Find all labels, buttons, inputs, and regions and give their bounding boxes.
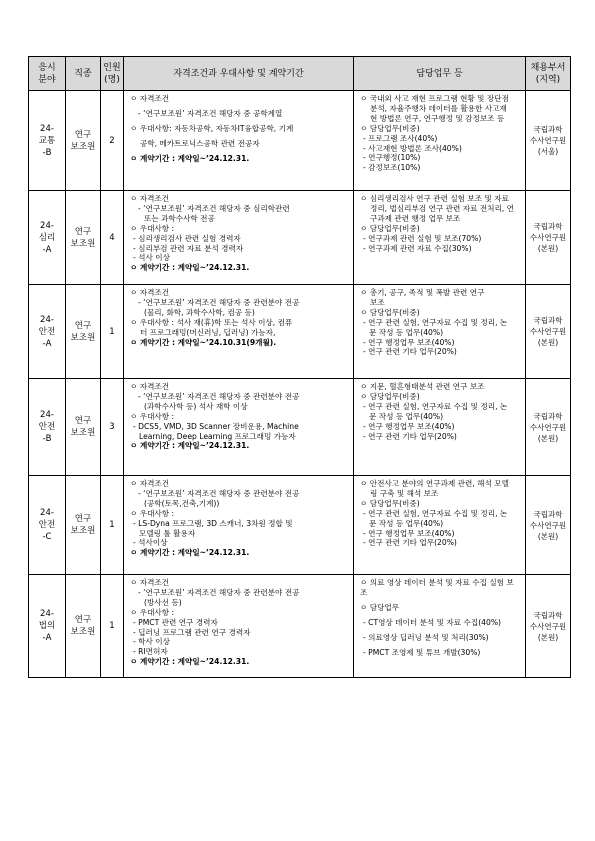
text-line: 문 작성 등 업무(40%): [369, 327, 444, 337]
duties-cell: [354, 91, 526, 191]
field-cell-text: 24- 안전 -C: [38, 508, 56, 542]
header-row: [29, 57, 571, 91]
header-duties: 담당업무 등: [354, 57, 526, 91]
contract-period-line: ㅇ 계약기간 : 계약일~’24.12.31.: [130, 657, 250, 667]
text-line: - 연구 관련 실험, 연구자료 수집 및 정리, 논: [363, 317, 508, 327]
headcount-cell-text: 2: [109, 135, 115, 146]
job-type-cell: [66, 476, 101, 575]
text-line: ㅇ 의료 영상 데이터 분석 및 자료 수집 실험 보조: [360, 578, 514, 597]
text-line: - ‘연구보조원’ 자격조건 해당자 중 관련분야 전공: [138, 391, 300, 401]
header-count: 인원 (명): [101, 57, 124, 91]
text-line: - 연구 행정업무 보조(40%): [363, 528, 455, 538]
qualifications-cell: [124, 379, 354, 476]
header-department: 채용부서 (지역): [526, 57, 571, 91]
text-line: - 연구과제 관련 실험 및 보조(70%): [363, 233, 482, 243]
job-type-cell-text: 연구 보조원: [70, 514, 96, 536]
department-cell-text: 국립과학 수사연구원 (본원): [529, 610, 567, 642]
job-type-cell-text: 연구 보조원: [70, 320, 96, 343]
text-line: - 연구행정(10%): [363, 153, 421, 163]
text-line: 문 작성 등 업무(40%): [369, 411, 444, 421]
text-line: ㅇ 우대사항 :: [130, 607, 175, 617]
headcount-cell: [101, 476, 124, 575]
headcount-cell: [101, 191, 124, 285]
text-line: - 감정보조(10%): [363, 163, 421, 173]
headcount-cell-text: 1: [109, 520, 115, 530]
text-line: (공학(토목,건축,기계)): [144, 498, 220, 508]
field-cell-text: 24- 법의 -A: [38, 609, 56, 643]
text-line: ㅇ 우대사항 :: [130, 508, 175, 518]
table-row: [29, 575, 571, 678]
text-line: (물리, 화학, 과학수사학, 컴공 등): [144, 307, 255, 317]
text-line: - ‘연구보조원’ 자격조건 해당자 중 관련분야 전공: [138, 488, 300, 498]
text-line: ㅇ 우대사항 : 석사 재(휴)학 또는 석사 이상, 컴퓨: [130, 317, 293, 327]
text-line: - 연구 관련 실험, 연구자료 수집 및 정리, 논: [363, 508, 508, 518]
field-cell-text: 24- 심리 -A: [38, 220, 56, 255]
field-cell: [29, 191, 66, 285]
text-line: 공학, 메카트로닉스공학 관련 전공자: [140, 138, 260, 148]
text-line: - 석사이상: [133, 538, 168, 548]
text-line: - ‘연구보조원’ 자격조건 해당자 중 관련분야 전공: [138, 297, 300, 307]
headcount-cell: [101, 91, 124, 191]
text-line: - 연구 행정업무 보조(40%): [363, 421, 455, 431]
text-line: 구과제 관련 행정 업무 보조: [370, 213, 461, 223]
job-type-cell: [66, 575, 101, 678]
text-line: ㅇ 담당업무(비중): [360, 123, 420, 133]
headcount-cell: [101, 379, 124, 476]
text-line: - ‘연구보조원’ 자격조건 해당자 중 관련분야 전공: [138, 587, 300, 597]
text-line: ㅇ 자격조건: [130, 479, 170, 488]
headcount-cell-text: 4: [109, 232, 115, 243]
text-line: - 연구 행정업무 보조(40%): [363, 337, 455, 347]
text-line: ㅇ 담당업무(비중): [360, 498, 420, 508]
table-row: [29, 91, 571, 191]
contract-period-line: ㅇ 계약기간 : 계약일~’24.12.31.: [130, 441, 250, 451]
text-line: - 연구과제 관련 자료 수집(30%): [363, 243, 472, 253]
text-line: - DCS5, VMD, 3D Scanner 장비운용, Machine: [133, 421, 299, 431]
text-line: 현 방법론 연구, 연구행정 및 감정보조 등: [370, 113, 505, 123]
text-line: - 프로그램 조사(40%): [363, 133, 438, 143]
text-line: 또는 과학수사학 전공: [144, 213, 215, 223]
text-line: 터 프로그래밍(머신러닝, 딥러닝) 가능자,: [140, 327, 276, 337]
contract-period-line: ㅇ 계약기간 : 계약일~’24.10.31(9개월).: [130, 337, 277, 347]
field-cell: [29, 285, 66, 379]
headcount-cell: [101, 575, 124, 678]
job-type-cell-text: 연구 보조원: [70, 615, 96, 637]
department-cell-text: 국립과학 수사연구원 (본원): [529, 222, 567, 253]
text-line: - 심리생리검사 관련 실험 경력자: [133, 233, 241, 243]
job-type-cell: [66, 379, 101, 476]
department-cell: [526, 285, 571, 379]
text-line: - 학사 이상: [133, 637, 170, 647]
text-line: - 심리부검 관련 자료 분석 경력자: [133, 243, 244, 253]
field-cell: [29, 575, 66, 678]
department-cell: [526, 476, 571, 575]
field-cell-text: 24- 교통 -B: [38, 123, 56, 158]
table-row: [29, 379, 571, 476]
table-row: [29, 476, 571, 575]
headcount-cell: [101, 285, 124, 379]
duties-cell: [354, 575, 526, 678]
duties-cell: [354, 476, 526, 575]
text-line: 링 구축 및 해석 보조: [370, 488, 439, 498]
text-line: ㅇ 담당업무(비중): [360, 307, 420, 317]
field-cell-text: 24- 안전 -A: [38, 314, 56, 349]
text-line: - 연구 관련 기타 업무(20%): [363, 538, 457, 548]
table-row: [29, 191, 571, 285]
table-row: [29, 285, 571, 379]
recruitment-table: [28, 56, 571, 678]
text-line: (과학수사학 등) 석사 재학 이상: [144, 401, 248, 411]
text-line: - PMCT 관련 연구 경력자: [133, 617, 218, 627]
qualifications-cell: [124, 191, 354, 285]
text-line: ㅇ 담당업무(비중): [360, 223, 420, 233]
header-field: 응시 분야: [29, 57, 66, 91]
text-line: ㅇ 담당업무(비중): [360, 391, 420, 401]
job-type-cell: [66, 91, 101, 191]
headcount-cell-text: 1: [109, 326, 115, 337]
department-cell-text: 국립과학 수사연구원 (본원): [529, 411, 567, 443]
text-line: - RI면허자: [133, 647, 168, 657]
field-cell: [29, 476, 66, 575]
text-line: - 사고재현 방법론 조사(40%): [363, 143, 462, 153]
job-type-cell-text: 연구 보조원: [70, 129, 96, 152]
field-cell: [29, 379, 66, 476]
text-line: ㅇ 우대사항 :: [130, 223, 175, 233]
duties-cell: [354, 379, 526, 476]
duties-cell: [354, 191, 526, 285]
contract-period-line: ㅇ 계약기간 : 계약일~’24.12.31.: [130, 153, 250, 163]
text-line: ㅇ 자격조건: [130, 382, 170, 391]
contract-period-line: ㅇ 계약기간 : 계약일~’24.12.31.: [130, 548, 250, 558]
department-cell: [526, 191, 571, 285]
text-line: - 의료영상 딥러닝 분석 및 처리(30%): [363, 632, 489, 642]
department-cell-text: 국립과학 수사연구원 (서울): [529, 125, 567, 156]
text-line: - 연구 관련 기타 업무(20%): [363, 347, 457, 357]
text-line: ㅇ 총기, 공구, 족적 및 폭발 관련 연구: [360, 288, 485, 297]
job-type-cell-text: 연구 보조원: [70, 416, 96, 438]
text-line: - ‘연구보조원’ 자격조건 해당자 중 공학계열: [138, 108, 283, 118]
text-line: - ‘연구보조원’ 자격조건 해당자 중 심리학관련: [138, 203, 290, 213]
job-type-cell: [66, 191, 101, 285]
department-cell-text: 국립과학 수사연구원 (본원): [529, 509, 567, 541]
text-line: - 연구 관련 기타 업무(20%): [363, 431, 457, 441]
text-line: ㅇ 안전사고 분야의 연구과제 관련, 해석 모델: [360, 479, 509, 488]
text-line: - 석사 이상: [133, 253, 170, 263]
text-line: 모델링 툴 활용자: [139, 528, 196, 538]
qualifications-cell: [124, 575, 354, 678]
text-line: ㅇ 담당업무: [360, 602, 400, 612]
text-line: - 딥러닝 프로그램 관련 연구 경력자: [133, 627, 251, 637]
text-line: Learning, Deep Learning 프로그래밍 가능자: [139, 431, 296, 441]
department-cell: [526, 575, 571, 678]
text-line: - CT영상 데이터 분석 및 자료 수집(40%): [363, 617, 501, 627]
job-type-cell-text: 연구 보조원: [70, 226, 96, 249]
text-line: ㅇ 자격조건: [130, 288, 170, 297]
text-line: 정리, 법심리부검 연구 관련 자료 전처리, 연: [370, 203, 515, 213]
text-line: ㅇ 자격조건: [130, 578, 170, 587]
text-line: ㅇ 우대사항: 자동차공학, 자동차IT융합공학, 기계: [130, 123, 294, 133]
duties-cell: [354, 285, 526, 379]
header-type: 직종: [66, 57, 101, 91]
text-line: ㅇ 심리생리검사 연구 관련 실험 보조 및 자료: [360, 194, 509, 203]
text-line: - 연구 관련 실험, 연구자료 수집 및 정리, 논: [363, 401, 508, 411]
job-type-cell: [66, 285, 101, 379]
qualifications-cell: [124, 476, 354, 575]
headcount-cell-text: 1: [109, 621, 115, 631]
headcount-cell-text: 3: [109, 422, 115, 432]
text-line: (방사선 등): [144, 597, 182, 607]
text-line: ㅇ 자격조건: [130, 194, 170, 203]
qualifications-cell: [124, 91, 354, 191]
text-line: - LS-Dyna 프로그램, 3D 스캐너, 3차원 정합 및: [133, 518, 293, 528]
field-cell: [29, 91, 66, 191]
text-line: - PMCT 조영제 및 튜브 개발(30%): [363, 647, 481, 657]
text-line: 보조: [370, 297, 385, 307]
text-line: ㅇ 우대사항 :: [130, 411, 175, 421]
text-line: 문 작성 등 업무(40%): [369, 518, 444, 528]
contract-period-line: ㅇ 계약기간 : 계약일~’24.12.31.: [130, 263, 250, 273]
field-cell-text: 24- 안전 -B: [38, 410, 56, 444]
department-cell: [526, 379, 571, 476]
department-cell-text: 국립과학 수사연구원 (본원): [529, 316, 567, 347]
text-line: 분석, 자율주행차 데이터를 활용한 사고재: [370, 103, 507, 113]
text-line: ㅇ 지문, 혈흔형태분석 관련 연구 보조: [360, 382, 485, 391]
text-line: ㅇ 국내외 사고 재현 프로그램 현황 및 장단점: [360, 94, 509, 103]
department-cell: [526, 91, 571, 191]
text-line: ㅇ 자격조건: [130, 94, 170, 103]
header-qualifications: 자격조건과 우대사항 및 계약기간: [124, 57, 354, 91]
qualifications-cell: [124, 285, 354, 379]
